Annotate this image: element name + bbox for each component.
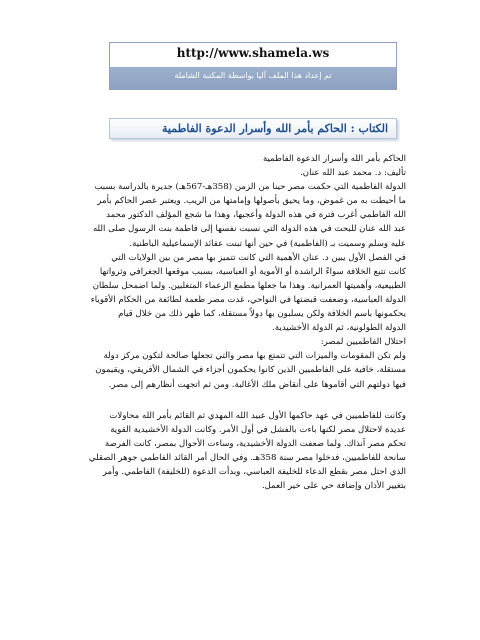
body-line: ما أحيطت به من غموض، وما يحيق بأصولها وإمامتها من الريب. ويعتبر عصر الحاكم بأمر bbox=[97, 196, 406, 207]
header-url-link[interactable]: http://www.shamela.ws bbox=[176, 46, 330, 60]
library-header-banner bbox=[109, 42, 397, 90]
body-line: تحكم مصر آنذاك. ولما ضعفت الدولة الأخشيدية، وساءت الأحوال بمصر، كانت الفرصة bbox=[104, 438, 406, 449]
section-heading: احتلال الفاطميين لمصر: bbox=[320, 337, 406, 348]
body-line: فيها دولتهم التي أقاموها على أنقاض ملك الأغالبة. ومن ثم اتجهت أنظارهم إلى مصر. bbox=[108, 379, 406, 390]
header-credit-text: تم إعداد هذا الملف آليا بواسطة المكتبة الشاملة bbox=[174, 71, 332, 80]
body-line: يحكمونها باسم الخلافة ولكن يسلبون بها دولاً مستقلة، كما ظهر ذلك من خلال قيام bbox=[118, 309, 406, 320]
body-line: الذي احتل مصر بقطع الدعاء للخليفة العباسي، وبدأت الدعوة (للخليفة) الفاطمي. وأمر bbox=[102, 466, 406, 477]
body-line: الدولة الفاطمية التي حكمت مصر حينا من الزمن (358هـ-567هـ) جديرة بالدراسة بسبب bbox=[94, 182, 406, 193]
body-line: الله الفاطمي أغرب فترة في هذه الدولة وأعجبها، وهذا ما شجع المؤلف الدكتور محمد bbox=[106, 210, 406, 221]
body-line: مستقلة، خافية على الفاطميين الذين كانوا يحكمون أجزاء في الشمال الأفريقي، ويقيمون bbox=[95, 365, 406, 376]
body-line: الدولة الطولونية، ثم الدولة الأخشيدية. bbox=[272, 323, 406, 334]
paragraph-gap bbox=[67, 392, 406, 409]
body-line: الطبيعية، وأهميتها العمرانية. وهذا ما جعلها مطمع الزعماء المتغلبين. ولما اضمحل سلطان bbox=[92, 280, 406, 291]
body-line: وكانت للفاطميين في عهد حاكمها الأول عبيد الله المهدي ثم القائم بأمر الله محاولات bbox=[109, 410, 406, 421]
body-line: في الفصل الأول يبين د. عنان الأهمية التي كانت تتميز بها مصر من بين الولايات التي bbox=[111, 252, 406, 263]
body-line: عليه وسلم وسميت بـ (الفاطمية) في حين أنها تبنت عقائد الإسماعيلية الباطنية. bbox=[129, 238, 406, 249]
body-line: تأليف: د. محمد عبد الله عنان. bbox=[300, 168, 406, 179]
body-line: بتغيير الأذان وإضافة حي على خير العمل. bbox=[261, 481, 406, 492]
body-line: سانحة للفاطميين، فدخلوا مصر سنة 358هـ. وفي الحال أمر القائد الفاطمي جوهر الصقلي bbox=[88, 452, 406, 463]
book-title-box bbox=[109, 118, 397, 139]
body-line: ولم تكن المقومات والميزات التي تتمتع بها مصر والتي تجعلها صالحة لتكون مركز دولة bbox=[103, 351, 406, 362]
body-line: كانت تتبع الخلافة سواءً الراشدة أو الأموية أو العباسية، بسبب موقعها الجغرافي وثرواتها bbox=[99, 266, 406, 277]
body-line: الحاكم بأمر الله وأسرار الدعوة الفاطمية bbox=[262, 154, 406, 164]
book-title: الكتاب : الحاكم بأمر الله وأسرار الدعوة الفاطمية bbox=[162, 122, 388, 135]
body-line: عبد الله عنان للبحث في هذه الدولة التي نسبت نفسها إلى فاطمة بنت الرسول صلى الله bbox=[92, 224, 406, 235]
body-line: الدولة العباسية، وضعفت قبضتها في النواحي، غدت مصر طعمة لطائفة من الحكام الأقوياء bbox=[90, 294, 406, 305]
body-line: عديدة لاحتلال مصر لكنها باءت بالفشل في أول الأمر. وكانت الدولة الأخشيدية القوية bbox=[110, 424, 406, 435]
document-body bbox=[67, 152, 406, 493]
